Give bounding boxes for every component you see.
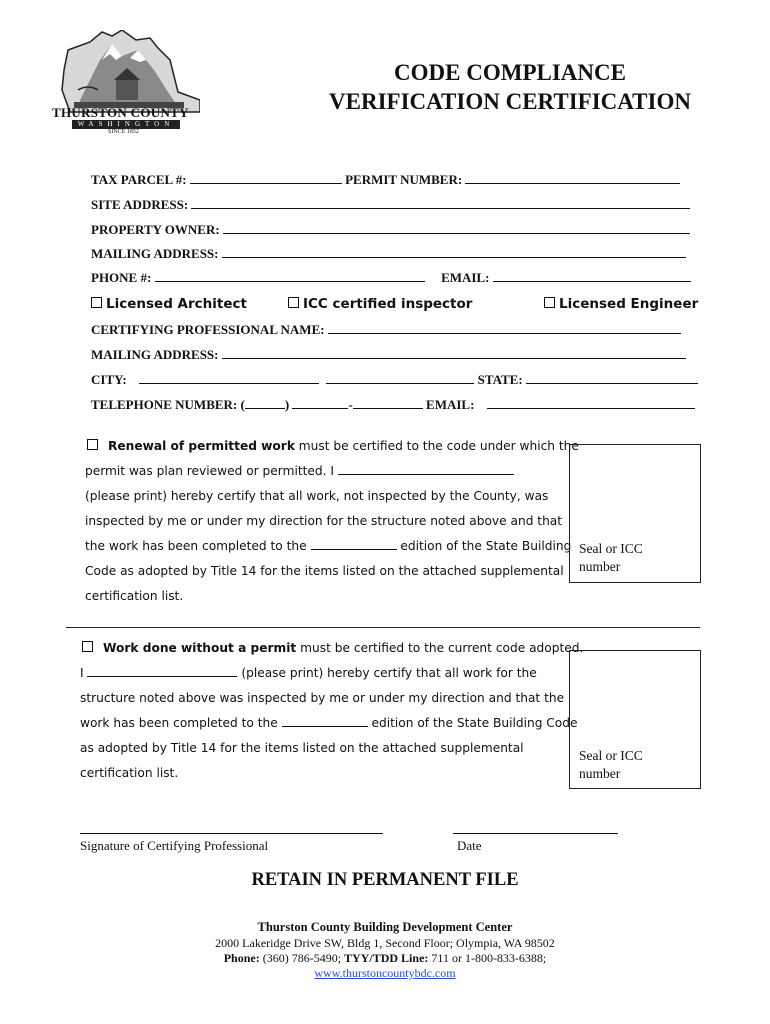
option-licensed-engineer[interactable] xyxy=(544,296,698,312)
state-label: STATE: xyxy=(477,372,523,387)
certifying-name-field[interactable] xyxy=(328,322,681,334)
no-permit-line-4: work has been completed to the edition of the State Building Code xyxy=(80,716,578,730)
phone-label: PHONE #: xyxy=(91,270,152,285)
checkbox-icon[interactable] xyxy=(288,297,299,308)
logo-name: THURSTON COUNTY xyxy=(52,105,189,120)
city-label: CITY: xyxy=(91,372,127,387)
checkbox-icon[interactable] xyxy=(91,297,102,308)
no-permit-line-3: structure noted above was inspected by me or under my direction and that the xyxy=(80,691,565,705)
footer-address: 2000 Lakeridge Drive SW, Bldg 1, Second Floor; Olympia, WA 98502 xyxy=(215,936,555,950)
telephone-dash: - xyxy=(348,397,353,412)
page-title xyxy=(300,58,720,116)
renewal-edition-field[interactable] xyxy=(311,538,397,550)
signature-line[interactable] xyxy=(80,833,383,834)
mailing-address-label: MAILING ADDRESS: xyxy=(91,246,219,261)
city-row xyxy=(91,372,698,388)
signature-label: Signature of Certifying Professional xyxy=(80,838,269,853)
renewal-line-4: inspected by me or under my direction for the structure noted above and that xyxy=(85,514,563,528)
no-permit-heading: Work done without a permit xyxy=(103,641,297,655)
telephone-label: TELEPHONE NUMBER: ( xyxy=(91,397,245,412)
renewal-line-1: Renewal of permitted work must be certified to the code under which the xyxy=(85,434,579,459)
renewal-section xyxy=(85,434,579,609)
retain-notice: RETAIN IN PERMANENT FILE xyxy=(251,870,519,890)
no-permit-line-2: I (please print) hereby certify that all work for the xyxy=(80,666,537,680)
title-line-2: VERIFICATION CERTIFICATION xyxy=(329,89,691,114)
no-permit-name-field[interactable] xyxy=(87,665,237,677)
logo-state: WASHINGTON xyxy=(72,120,180,129)
mailing-address-2-label: MAILING ADDRESS: xyxy=(91,347,219,362)
seal-box-1[interactable] xyxy=(569,444,701,583)
seal-box-2[interactable] xyxy=(569,650,701,789)
footer-phone: Phone: (360) 786-5490; TYY/TDD Line: 711 or 1-800-833-6388; xyxy=(223,951,547,965)
checkbox-icon[interactable] xyxy=(544,297,555,308)
seal-label-2: Seal or ICC number xyxy=(579,748,643,781)
date-label: Date xyxy=(457,838,482,853)
telephone-prefix-field[interactable] xyxy=(292,397,348,409)
checkbox-icon[interactable] xyxy=(82,641,93,652)
footer-phone-label: Phone: xyxy=(223,951,260,965)
permit-number-field[interactable] xyxy=(465,172,680,184)
renewal-line-5: the work has been completed to the edition of the State Building xyxy=(85,539,572,553)
tax-parcel-field[interactable] xyxy=(190,172,342,184)
footer-org: Thurston County Building Development Center xyxy=(257,920,513,934)
date-line[interactable] xyxy=(453,833,618,834)
renewal-heading: Renewal of permitted work xyxy=(108,439,295,453)
footer-tty-label: TYY/TDD Line: xyxy=(344,951,429,965)
email-2-field[interactable] xyxy=(487,397,695,409)
phone-field[interactable] xyxy=(155,270,425,282)
email-2-label: EMAIL: xyxy=(426,397,475,412)
certifying-name-row xyxy=(91,322,681,338)
renewal-name-field[interactable] xyxy=(338,463,514,475)
section-divider xyxy=(66,627,700,628)
option-architect-label: Licensed Architect xyxy=(106,296,247,312)
site-address-label: SITE ADDRESS: xyxy=(91,197,189,212)
option-engineer-label: Licensed Engineer xyxy=(559,296,699,312)
no-permit-line-6: certification list. xyxy=(80,766,179,780)
site-address-row xyxy=(91,197,690,213)
title-line-1: CODE COMPLIANCE xyxy=(394,60,626,85)
mailing-address-field[interactable] xyxy=(222,246,686,258)
renewal-line-7: certification list. xyxy=(85,589,184,603)
renewal-line-2: permit was plan reviewed or permitted. I xyxy=(85,459,579,484)
city-field[interactable] xyxy=(139,372,319,384)
email-label: EMAIL: xyxy=(441,270,490,285)
certifying-name-label: CERTIFYING PROFESSIONAL NAME: xyxy=(91,322,325,337)
seal-label-1: Seal or ICC number xyxy=(579,541,643,574)
tax-parcel-label: TAX PARCEL #: xyxy=(91,172,187,187)
mailing-address-row xyxy=(91,246,686,262)
logo-since: SINCE 1852 xyxy=(108,129,139,135)
option-icc-label: ICC certified inspector xyxy=(303,296,473,312)
footer-url-row xyxy=(0,966,770,981)
no-permit-section xyxy=(80,636,583,786)
option-licensed-architect[interactable] xyxy=(91,296,247,312)
no-permit-line-1: Work done without a permit must be certified to the current code adopted. xyxy=(80,636,583,661)
mailing-address-2-field[interactable] xyxy=(222,347,686,359)
no-permit-line-5: as adopted by Title 14 for the items listed on the attached supplemental xyxy=(80,741,524,755)
renewal-line-3: (please print) hereby certify that all work, not inspected by the County, was xyxy=(85,489,549,503)
area-code-field[interactable] xyxy=(245,397,285,409)
site-address-field[interactable] xyxy=(191,197,690,209)
telephone-paren: ) xyxy=(284,397,290,412)
telephone-line-field[interactable] xyxy=(353,397,423,409)
city-field-2[interactable] xyxy=(326,372,474,384)
property-owner-label: PROPERTY OWNER: xyxy=(91,222,220,237)
renewal-line-6: Code as adopted by Title 14 for the items listed on the attached supplemental xyxy=(85,564,564,578)
email-field[interactable] xyxy=(493,270,691,282)
option-icc-inspector[interactable] xyxy=(288,296,472,312)
checkbox-icon[interactable] xyxy=(87,439,98,450)
mailing-address-2-row xyxy=(91,347,686,363)
tax-parcel-row xyxy=(91,172,680,188)
phone-row xyxy=(91,270,691,286)
permit-number-label: PERMIT NUMBER: xyxy=(345,172,463,187)
footer-url-link[interactable]: www.thurstoncountybdc.com xyxy=(314,966,456,980)
no-permit-edition-field[interactable] xyxy=(282,715,368,727)
property-owner-row xyxy=(91,222,690,238)
telephone-row xyxy=(91,397,695,413)
state-field[interactable] xyxy=(526,372,698,384)
property-owner-field[interactable] xyxy=(223,222,690,234)
